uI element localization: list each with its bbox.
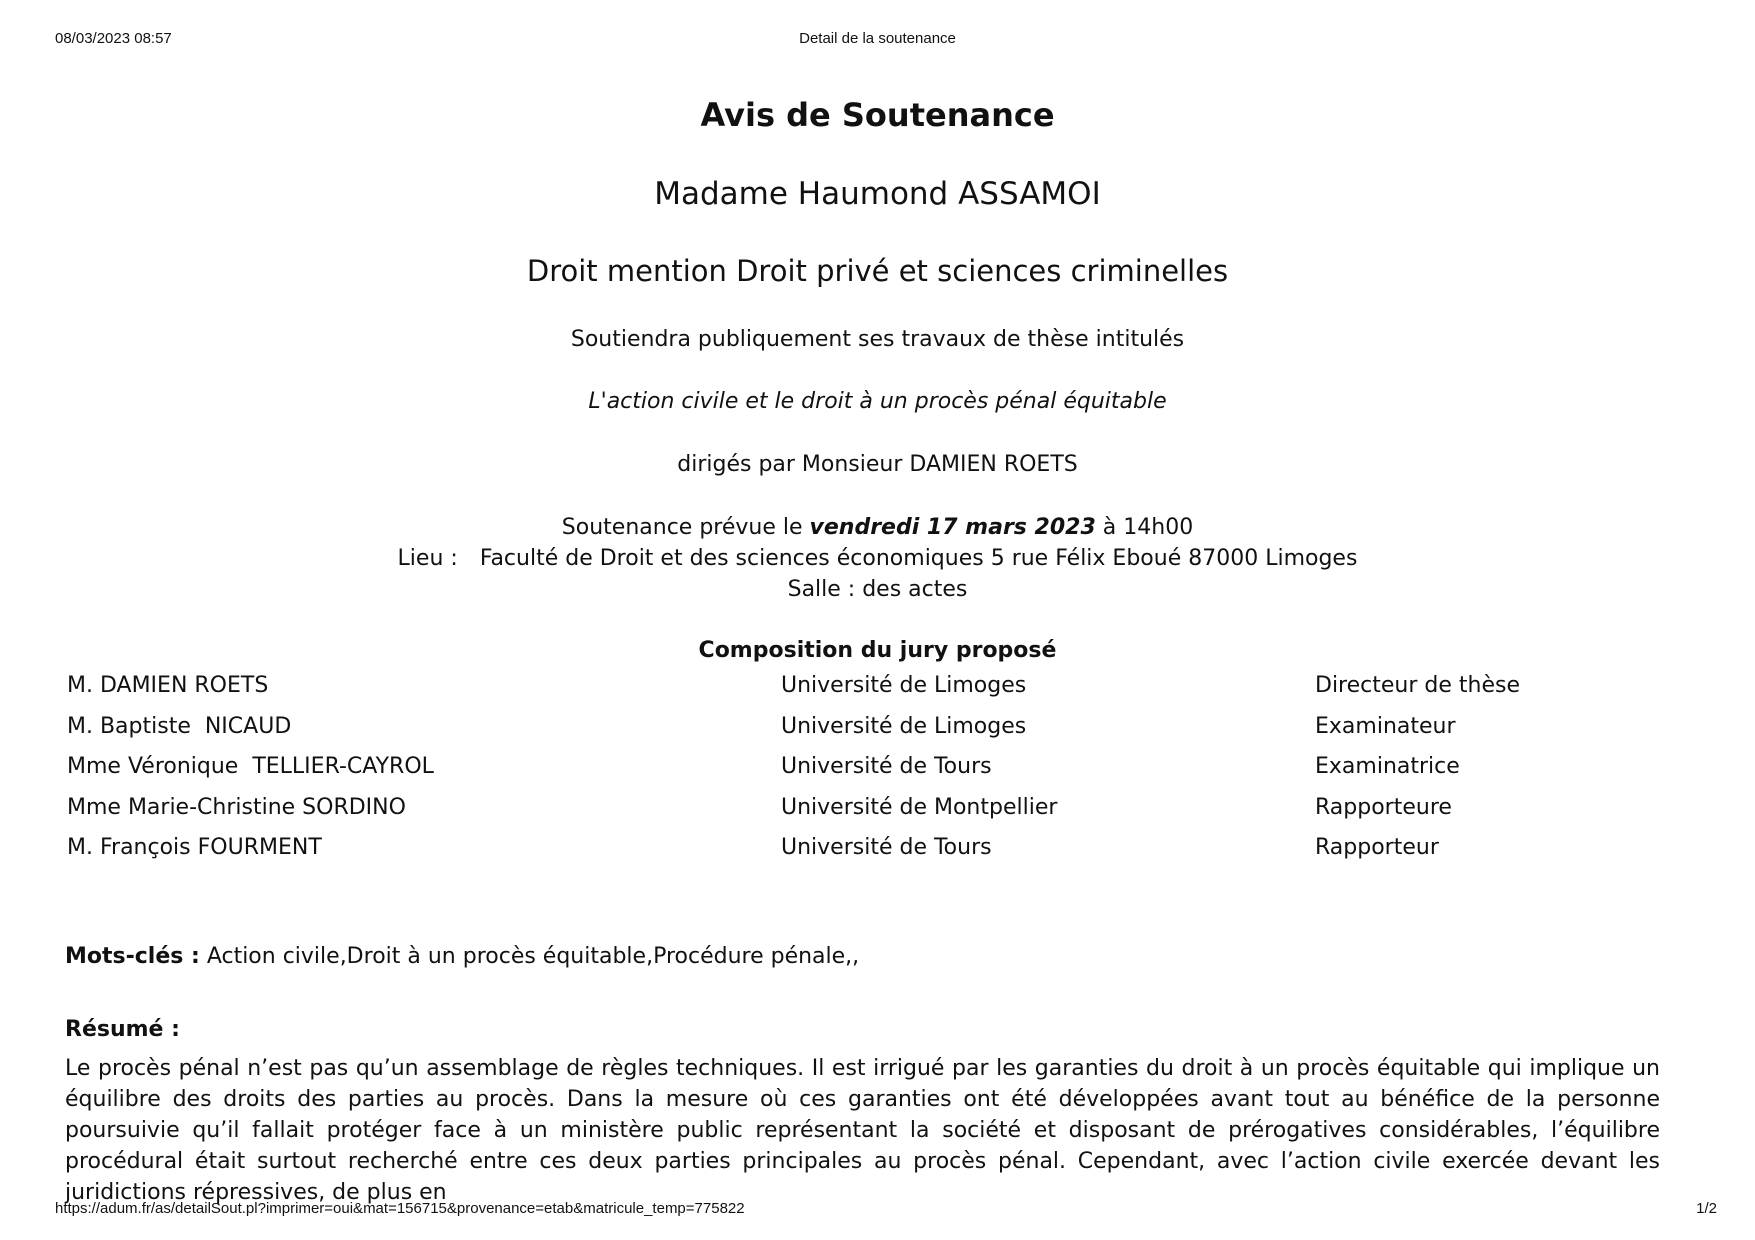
jury-member-university: Université de Limoges [781, 713, 1027, 739]
jury-member-university: Université de Tours [781, 835, 992, 860]
jury-row [67, 754, 1687, 795]
jury-member-role: Rapporteure [1315, 794, 1452, 820]
jury-table [67, 673, 1687, 876]
place-value: Faculté de Droit et des sciences économiques 5 rue Félix Eboué 87000 Limoges [479, 546, 1358, 571]
jury-member-name: M. DAMIEN ROETS [67, 673, 269, 698]
place-label: Lieu : [397, 546, 458, 571]
room-line: Salle : des actes [787, 577, 968, 602]
print-datetime: 08/03/2023 08:57 [55, 30, 172, 47]
candidate-name: Madame Haumond ASSAMOI [654, 176, 1101, 212]
keywords-line [65, 944, 859, 969]
notice-title: Avis de Soutenance [700, 96, 1055, 134]
intro-text: Soutiendra publiquement ses travaux de thèse intitulés [570, 327, 1185, 352]
print-page-title: Detail de la soutenance [799, 30, 956, 47]
page-url: https://adum.fr/as/detailSout.pl?imprimer=oui&mat=156715&provenance=etab&matricule_temp=775822 [55, 1200, 745, 1217]
keywords-value: Action civile,Droit à un procès équitable,Procédure pénale,, [206, 944, 860, 969]
jury-member-role: Examinateur [1315, 713, 1456, 739]
print-header [0, 30, 1755, 54]
jury-member-name: M. François FOURMENT [67, 835, 322, 860]
jury-member-university: Université de Montpellier [781, 794, 1058, 820]
jury-heading: Composition du jury proposé [698, 638, 1057, 663]
jury-row [67, 835, 1687, 876]
jury-row [67, 673, 1687, 714]
supervisor-line: dirigés par Monsieur DAMIEN ROETS [677, 452, 1078, 477]
print-footer [0, 1200, 1755, 1224]
time-suffix: à 14h00 [1095, 515, 1194, 540]
keywords-label: Mots-clés : [65, 944, 200, 969]
date-prefix: Soutenance prévue le [561, 515, 810, 540]
discipline: Droit mention Droit privé et sciences criminelles [526, 254, 1229, 288]
jury-member-name: Mme Véronique TELLIER-CAYROL [67, 754, 434, 779]
defense-date-line [0, 515, 1755, 540]
jury-member-university: Université de Limoges [781, 673, 1027, 698]
jury-member-role: Directeur de thèse [1315, 673, 1520, 698]
jury-member-name: M. Baptiste NICAUD [67, 713, 292, 739]
jury-row [67, 714, 1687, 755]
jury-member-university: Université de Tours [781, 754, 992, 779]
defense-date: vendredi 17 mars 2023 [809, 515, 1096, 540]
jury-member-role: Rapporteur [1315, 835, 1439, 860]
jury-row [67, 795, 1687, 836]
summary-label: Résumé : [65, 1017, 180, 1042]
jury-member-name: Mme Marie-Christine SORDINO [67, 794, 406, 820]
page-number: 1/2 [1696, 1200, 1717, 1217]
thesis-title: L'action civile et le droit à un procès pénal équitable [588, 389, 1167, 414]
jury-member-role: Examinatrice [1315, 754, 1460, 779]
summary-text: Le procès pénal n’est pas qu’un assemblage de règles techniques. Il est irrigué par les garanties du droit à un procès équitable qui implique un équilibre des droits des parties au procès. Dans la mesure où ces garanties ont été développées avant tout au bénéfice de la personne poursuivie qu’il fallait protéger face à un ministère public représentant la société et disposant de prérogatives considérables, l’équilibre procédural était surtout recherché entre ces deux parties principales au procès pénal. Cependant, avec l’action civile exercée devant les juridictions répressives, de plus en [65, 1056, 1660, 1205]
place-line [0, 546, 1755, 571]
